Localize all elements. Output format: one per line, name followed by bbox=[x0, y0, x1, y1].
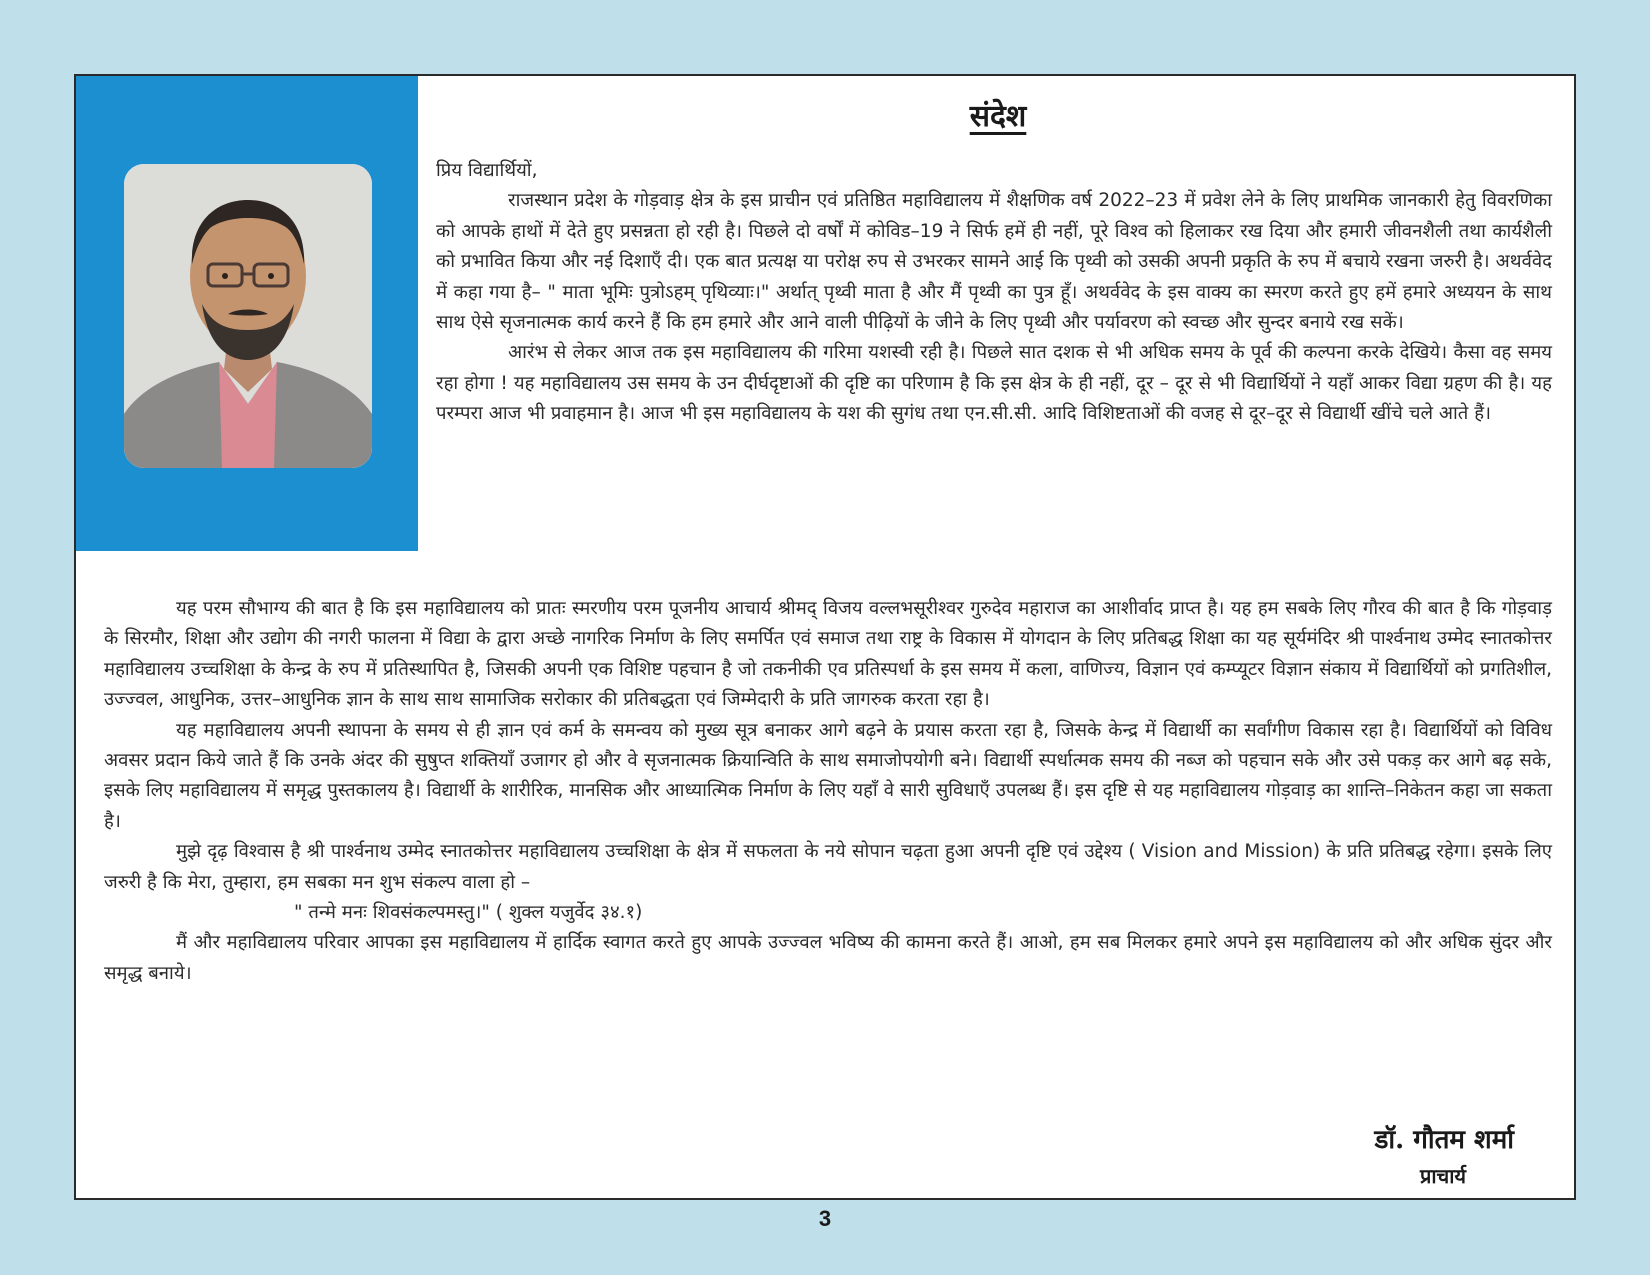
signatory-title: प्राचार्य bbox=[1419, 1164, 1466, 1188]
signature-block bbox=[1214, 1120, 1514, 1189]
message-intro bbox=[436, 156, 1552, 430]
sanskrit-quote: " तन्मे मनः शिवसंकल्पमस्तु।" ( शुक्ल यजुर्वेद ३४.१) bbox=[294, 902, 643, 924]
page-number: 3 bbox=[818, 1206, 832, 1231]
paragraph: मुझे दृढ़ विश्वास है श्री पार्श्वनाथ उम्मेद स्नातकोत्तर महाविद्यालय उच्चशिक्षा के क्षेत्र में सफलता के नये सोपान चढ़ता हुआ अपनी दृष्टि एवं उद्देश्य ( Vision and Mission) के प्रति प्रतिबद्ध रहेगा। इसके लिए जरुरी है कि मेरा, तुम्हारा, हम सबका मन शुभ संकल्प वाला हो – bbox=[104, 841, 1552, 893]
salutation: प्रिय विद्यार्थियों, bbox=[436, 160, 538, 181]
page-title: संदेश bbox=[969, 99, 1027, 134]
paragraph: आरंभ से लेकर आज तक इस महाविद्यालय की गरिमा यशस्वी रही है। पिछले सात दशक से भी अधिक समय के पूर्व की कल्पना करके देखिये। कैसा वह समय रहा होगा ! यह महाविद्यालय उस समय के उन दीर्घदृष्टाओं की दृष्टि का परिणाम है कि इस क्षेत्र के ही नहीं, दूर – दूर से भी विद्यार्थियों ने यहाँ आकर विद्या ग्रहण की है। यह परम्परा आज भी प्रवाहमान है। आज भी इस महाविद्यालय के यश की सुगंध तथा एन.सी.सी. आदि विशिष्टताओं की वजह से दूर–दूर से विद्यार्थी खींचे चले आते हैं। bbox=[436, 342, 1552, 425]
closing-paragraph: मैं और महाविद्यालय परिवार आपका इस महाविद्यालय में हार्दिक स्वागत करते हुए आपके उज्ज्वल भविष्य की कामना करते हैं। आओ, हम सब मिलकर हमारे अपने इस महाविद्यालय को और अधिक सुंदर और समृद्ध बनाये। bbox=[104, 932, 1552, 984]
paragraph: राजस्थान प्रदेश के गोड़वाड़ क्षेत्र के इस प्राचीन एवं प्रतिष्ठित महाविद्यालय में शैक्षणिक वर्ष 2022–23 में प्रवेश लेने के लिए प्राथमिक जानकारी हेतु विवरणिका को आपके हाथों में देते हुए प्रसन्नता हो रही है। पिछले दो वर्षों में कोविड–19 ने सिर्फ हमें ही नहीं, पूरे विश्व को हिलाकर रख दिया और हमारी जीवनशैली तथा कार्यशैली को प्रभावित किया और नई दिशाएँ दी। एक बात प्रत्यक्ष या परोक्ष रुप से उभरकर सामने आई कि पृथ्वी को उसकी अपनी प्रकृति के रुप में बचाये रखना जरुरी है। अथर्ववेद में कहा गया है– " माता भूमिः पुत्रोऽहम् पृथिव्याः।" अर्थात् पृथ्वी माता है और मैं पृथ्वी का पुत्र हूँ। अथर्ववेद के इस वाक्य का स्मरण करते हुए हमें हमारे अध्ययन के साथ साथ ऐसे सृजनात्मक कार्य करने हैं कि हम हमारे और आने वाली पीढ़ियों के जीने के लिए पृथ्वी और पर्यावरण को स्वच्छ और सुन्दर बनाये रख सकें। bbox=[436, 190, 1552, 334]
message-body bbox=[104, 594, 1552, 989]
signatory-name: डॉ. गौतम शर्मा bbox=[1374, 1125, 1514, 1155]
principal-photo bbox=[124, 164, 372, 468]
photo-panel bbox=[76, 76, 418, 551]
message-page bbox=[74, 74, 1576, 1200]
paragraph: यह परम सौभाग्य की बात है कि इस महाविद्यालय को प्रातः स्मरणीय परम पूजनीय आचार्य श्रीमद् विजय वल्लभसूरीश्वर गुरुदेव महाराज का आशीर्वाद प्राप्त है। यह हम सबके लिए गौरव की बात है कि गोड़वाड़ के सिरमौर, शिक्षा और उद्योग की नगरी फालना में विद्या के द्वारा अच्छे नागरिक निर्माण के लिए समर्पित एवं समाज तथा राष्ट्र के विकास में योगदान के लिए प्रतिबद्ध शिक्षा का यह सूर्यमंदिर श्री पार्श्वनाथ उम्मेद स्नातकोत्तर महाविद्यालय उच्चशिक्षा के केन्द्र के रुप में प्रतिस्थापित है, जिसकी अपनी एक विशिष्ट पहचान है जो तकनीकी एव प्रतिस्पर्धा के इस समय में कला, वाणिज्य, विज्ञान एवं कम्प्यूटर विज्ञान संकाय में विद्यार्थियों को प्रगतिशील, उज्ज्वल, आधुनिक, उत्तर–आधुनिक ज्ञान के साथ साथ सामाजिक सरोकार की प्रतिबद्धता एवं जिम्मेदारी के प्रति जागरुक करता रहा है। bbox=[104, 598, 1552, 711]
paragraph: यह महाविद्यालय अपनी स्थापना के समय से ही ज्ञान एवं कर्म के समन्वय को मुख्य सूत्र बनाकर आगे बढ़ने के प्रयास करता रहा है, जिसके केन्द्र में विद्यार्थी का सर्वांगीण विकास रहा है। विद्यार्थियों को विविध अवसर प्रदान किये जाते हैं कि उनके अंदर की सुषुप्त शक्तियाँ उजागर हो और वे सृजनात्मक क्रियान्विति के साथ समाजोपयोगी बने। विद्यार्थी स्पर्धात्मक समय की नब्ज को पहचान सके और उसे पकड़ कर आगे बढ़ सके, इसके लिए महाविद्यालय में समृद्ध पुस्तकालय है। विद्यार्थी के शारीरिक, मानसिक और आध्यात्मिक निर्माण के लिए यहाँ वे सारी सुविधाएँ उपलब्ध हैं। इस दृष्टि से यह महाविद्यालय गोड़वाड़ का शान्ति–निकेतन कहा जा सकता है। bbox=[104, 719, 1552, 832]
